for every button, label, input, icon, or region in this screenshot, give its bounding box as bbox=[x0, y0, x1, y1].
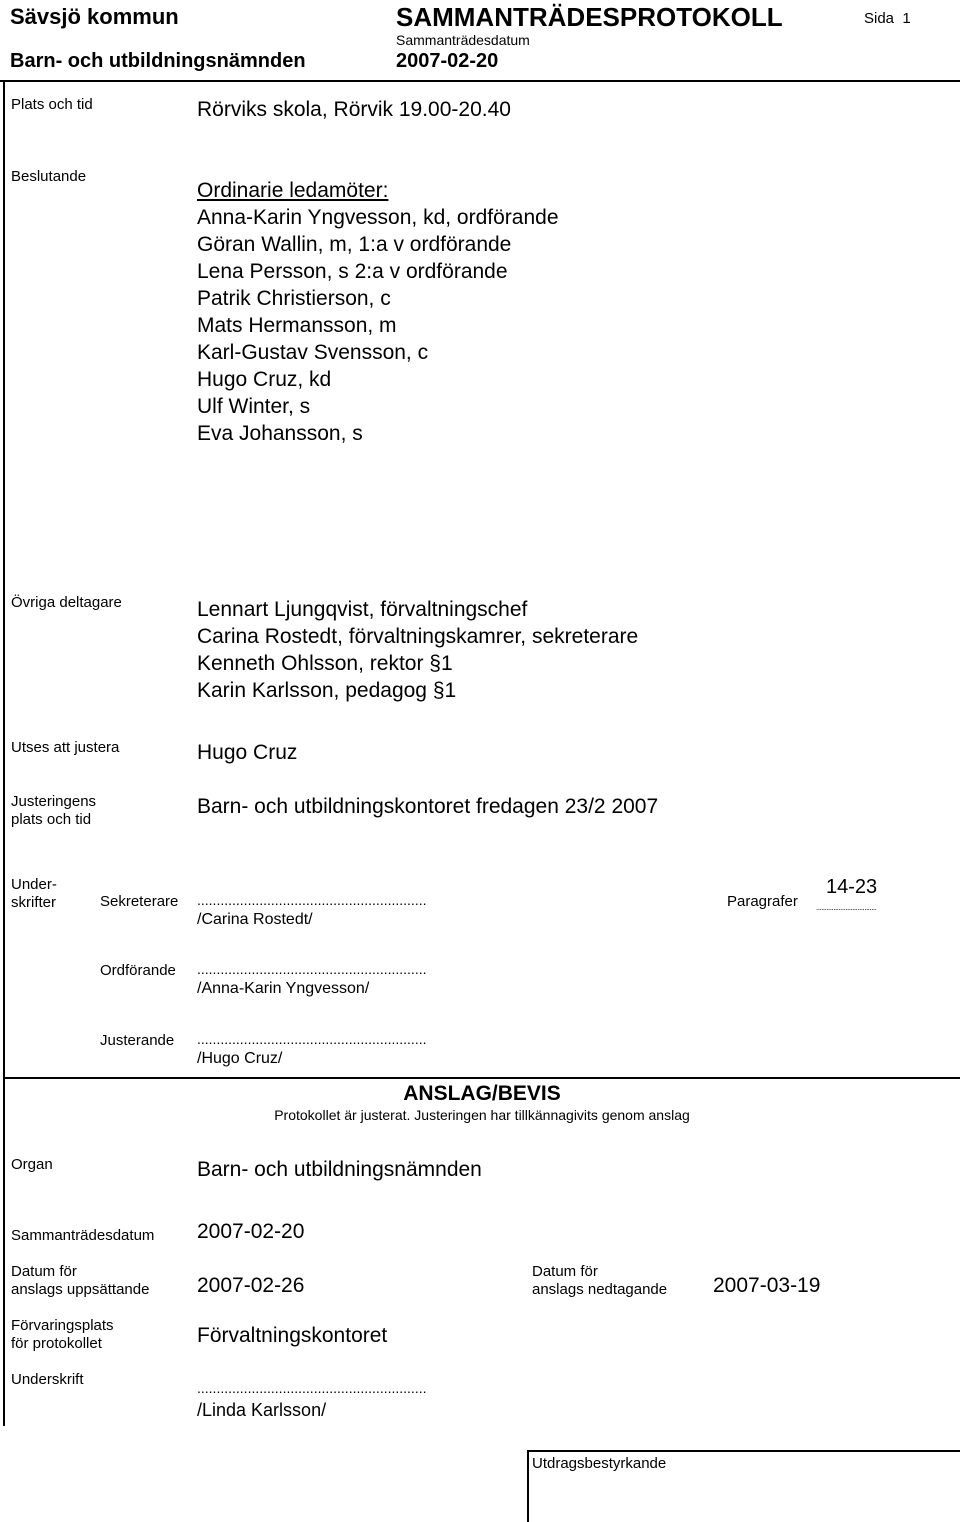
certifier-left-rule bbox=[527, 1450, 529, 1522]
page-number: 1 bbox=[902, 10, 911, 27]
adjustment-label bbox=[11, 793, 96, 829]
header-date-label: Sammanträdesdatum bbox=[396, 32, 530, 48]
member: Patrik Christierson, c bbox=[197, 287, 391, 310]
secretary-label: Sekreterare bbox=[100, 893, 179, 910]
decision-makers-list bbox=[197, 177, 559, 447]
paragraphs-dots: ................................... bbox=[816, 903, 877, 912]
others-list bbox=[197, 596, 638, 704]
removal-date-label-line2: anslags nedtagande bbox=[532, 1281, 668, 1298]
adjuster-sign-label: Justerande bbox=[100, 1032, 175, 1049]
paragraphs-label: Paragrafer bbox=[727, 893, 798, 910]
notice-subtitle bbox=[0, 1107, 960, 1123]
adjuster-label: Utses att justera bbox=[11, 739, 120, 756]
member: Karl-Gustav Svensson, c bbox=[197, 341, 429, 364]
secretary-name: /Carina Rostedt/ bbox=[197, 911, 313, 928]
header-date: 2007-02-20 bbox=[396, 50, 499, 72]
organ-label: Organ bbox=[11, 1156, 53, 1173]
removal-date-label-line1: Datum för bbox=[532, 1263, 598, 1280]
member: Hugo Cruz, kd bbox=[197, 368, 332, 391]
storage-value: Förvaltningskontoret bbox=[197, 1324, 388, 1347]
signatures-label bbox=[11, 876, 57, 912]
member: Eva Johansson, s bbox=[197, 422, 363, 445]
signature-line: ........................................................... bbox=[197, 1380, 427, 1396]
others-label: Övriga deltagare bbox=[11, 594, 122, 611]
adjustment-value: Barn- och utbildningskontoret fredagen 23/2 2007 bbox=[197, 795, 659, 818]
organ-value: Barn- och utbildningsnämnden bbox=[197, 1158, 482, 1181]
meeting-date-value: 2007-02-20 bbox=[197, 1220, 305, 1243]
member: Mats Hermansson, m bbox=[197, 314, 397, 337]
posting-date-label-line1: Datum för bbox=[11, 1263, 77, 1280]
chair-label: Ordförande bbox=[100, 962, 176, 979]
chair-signature-line: ........................................................... bbox=[197, 961, 427, 977]
participant: Lennart Ljungqvist, förvaltningschef bbox=[197, 598, 528, 621]
member: Göran Wallin, m, 1:a v ordförande bbox=[197, 233, 512, 256]
page-label: Sida bbox=[864, 10, 895, 27]
page-indicator bbox=[864, 10, 911, 27]
signature-name: /Linda Karlsson/ bbox=[197, 1400, 327, 1420]
notice-title bbox=[0, 1082, 960, 1106]
paragraphs-value: 14-23 bbox=[826, 876, 878, 898]
header-rule bbox=[0, 80, 960, 82]
adjustment-label-line2: plats och tid bbox=[11, 811, 92, 828]
chair-name: /Anna-Karin Yngvesson/ bbox=[197, 980, 370, 997]
removal-date-label bbox=[532, 1263, 667, 1299]
decision-makers-label: Beslutande bbox=[11, 168, 87, 185]
signatures-label-line1: Under- bbox=[11, 876, 57, 893]
signatures-label-line2: skrifter bbox=[11, 894, 56, 911]
left-margin-rule bbox=[3, 80, 5, 1426]
posting-date-label-line2: anslags uppsättande bbox=[11, 1281, 150, 1298]
notice-rule bbox=[3, 1077, 960, 1079]
posting-date-label bbox=[11, 1263, 149, 1299]
storage-label-line1: Förvaringsplats bbox=[11, 1317, 114, 1334]
place-label: Plats och tid bbox=[11, 96, 93, 113]
certifier-label: Utdragsbestyrkande bbox=[532, 1455, 667, 1472]
adjuster-value: Hugo Cruz bbox=[197, 741, 298, 764]
notice-subtitle-text: Protokollet är justerat. Justeringen har tillkännagivits genom anslag bbox=[274, 1107, 690, 1123]
adjuster-name: /Hugo Cruz/ bbox=[197, 1050, 283, 1067]
adjuster-signature-line: ........................................................... bbox=[197, 1031, 427, 1047]
member: Ulf Winter, s bbox=[197, 395, 311, 418]
adjustment-label-line1: Justeringens bbox=[11, 793, 97, 810]
participant: Kenneth Ohlsson, rektor §1 bbox=[197, 652, 453, 675]
member: Lena Persson, s 2:a v ordförande bbox=[197, 260, 508, 283]
member: Anna-Karin Yngvesson, kd, ordförande bbox=[197, 206, 559, 229]
participant: Karin Karlsson, pedagog §1 bbox=[197, 679, 457, 702]
signature-label: Underskrift bbox=[11, 1371, 84, 1388]
storage-label bbox=[11, 1317, 114, 1353]
notice-title-text: ANSLAG/BEVIS bbox=[403, 1082, 561, 1105]
secretary-signature-line: ........................................................... bbox=[197, 892, 427, 908]
meeting-date-label: Sammanträdesdatum bbox=[11, 1227, 155, 1244]
committee-name: Barn- och utbildningsnämnden bbox=[10, 50, 306, 72]
municipality-name: Sävsjö kommun bbox=[10, 4, 179, 29]
document-title: SAMMANTRÄDESPROTOKOLL bbox=[396, 2, 783, 32]
storage-label-line2: för protokollet bbox=[11, 1335, 102, 1352]
place-value: Rörviks skola, Rörvik 19.00-20.40 bbox=[197, 98, 511, 121]
participant: Carina Rostedt, förvaltningskamrer, sekreterare bbox=[197, 625, 639, 648]
posting-date-value: 2007-02-26 bbox=[197, 1274, 305, 1297]
certifier-rule bbox=[527, 1450, 960, 1452]
removal-date-value: 2007-03-19 bbox=[713, 1274, 821, 1297]
decision-makers-heading: Ordinarie ledamöter: bbox=[197, 179, 389, 202]
